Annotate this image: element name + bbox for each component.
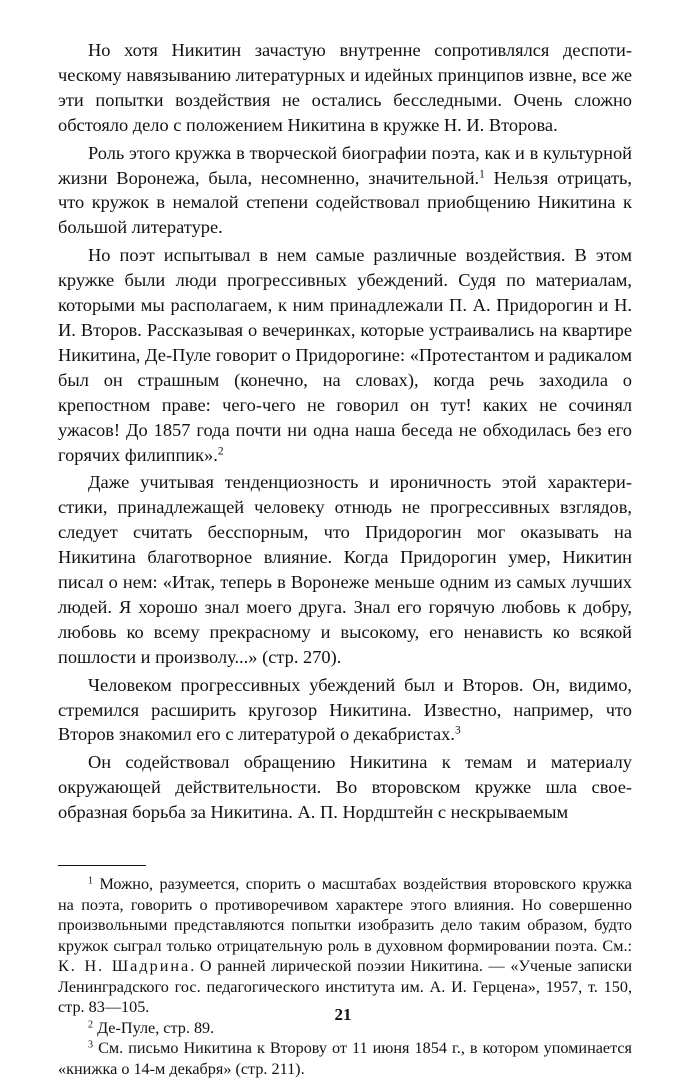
paragraph-5 bbox=[58, 673, 632, 748]
paragraph-5-text: Человеком прогрессивных убеждений был и Второв. Он, видимо, стремился расширить кругозор Никитина. Известно, например, что Второв знакомил его с литературой о декабристах. bbox=[58, 674, 632, 745]
footnote-ref-3: 3 bbox=[454, 725, 461, 738]
footnote-2-text: Де-Пуле, стр. 89. bbox=[97, 1018, 215, 1037]
footnote-mark-1: 1 bbox=[88, 875, 94, 887]
footnote-3-text: См. письмо Никитина к Второву от 11 июня 1854 г., в котором упоминается «книжка о 14-м декабря» (стр. 211). bbox=[58, 1039, 633, 1078]
footnote-mark-3: 3 bbox=[88, 1039, 94, 1051]
footnote-ref-2: 2 bbox=[217, 445, 224, 458]
footnote-1-text-after: . О ранней лирической поэзии Никитина. — «Ученые записки Ленинградского гос. педагогического института им. А. И. Герцена», 1957, т. 150, стр. 83—105. bbox=[58, 957, 632, 1017]
paragraph-2-text-after: Нельзя отрицать, что кружок в немалой степени содействовал приобщению Никитина к большой литературе. bbox=[58, 167, 632, 238]
paragraph-1: Но хотя Никитин зачастую внутренне сопротивлялся деспотическому навязыванию литературных и идейных принципов извне, все же эти попытки воздействия не остались бесследными. Очень сложно обстояло дело с положением Никитина в кружке Н. И. Второва. bbox=[58, 40, 632, 135]
paragraph-3 bbox=[58, 243, 632, 467]
page-number: 21 bbox=[334, 1005, 352, 1024]
paragraph-6: Он содействовал обращению Никитина к темам и материалу окружающей действительности. Во второвском кружке шла своеобразная борьба за Никитина. А. П. Нордштейн с нескрываемым bbox=[58, 752, 632, 823]
footnote-ref-1: 1 bbox=[479, 168, 485, 181]
main-text bbox=[58, 38, 632, 825]
footnote-mark-2: 2 bbox=[88, 1019, 94, 1031]
footnote-1-text: Можно, разумеется, спорить о масштабах воздействия второвского кружка на поэта, говорить о противоречивом характере этого влияния. Но совершенно произвольными представляются попытки изобразить дело таким образом, будто кружок сыграл только отрицательную роль в духовном формировании поэта. См.: bbox=[58, 875, 632, 955]
footnote-3 bbox=[58, 1038, 632, 1079]
paragraph-3-text: Но поэт испытывал в нем самые различные воздействия. В этом кружке были люди прогрессивных убеждений. Судя по материалам, которыми мы располагаем, к ним принадлежали П. А. Придорогин и Н. И. Второв. Рассказывая о вечеринках, которые устраивались на квартире Никитина, Де-Пуле говорит о Придорогине: «Протестантом и радикалом был он страшным (конечно, на словах), когда речь заходила о крепостном праве: чего-чего не говорил он тут! каких не сочинял ужасов! До 1857 года почти ни одна наша беседа не обходилась без его горячих филиппик». bbox=[58, 245, 632, 465]
footnote-divider bbox=[58, 865, 146, 866]
paragraph-4: Даже учитывая тенденциозность и ироничность этой характеристики, принадлежащей человеку отнюдь не прогрессивных взглядов, следует считать бесспорным, что Придорогин мог оказывать на Никитина благотворное влияние. Когда Придорогин умер, Никитин писал о нем: «Итак, теперь в Воронеже меньше одним из самых лучших людей. Я хорошо знал моего друга. Знал его горячую любовь к добру, любовь ко всему прекрасному и высокому, его ненависть ко всякой пошлости и произволу...» (стр. 270). bbox=[58, 472, 632, 667]
paragraph-2-text: Роль этого кружка в творческой биографии поэта, как и в культурной жизни Воронежа, была, несомненно, значительной. bbox=[58, 142, 632, 188]
page bbox=[58, 38, 632, 1079]
footnotes bbox=[58, 874, 632, 1079]
footnote-1 bbox=[58, 874, 632, 1018]
footnote-1-author: К. Н. Шадрина bbox=[58, 957, 191, 976]
paragraph-2 bbox=[58, 141, 632, 241]
